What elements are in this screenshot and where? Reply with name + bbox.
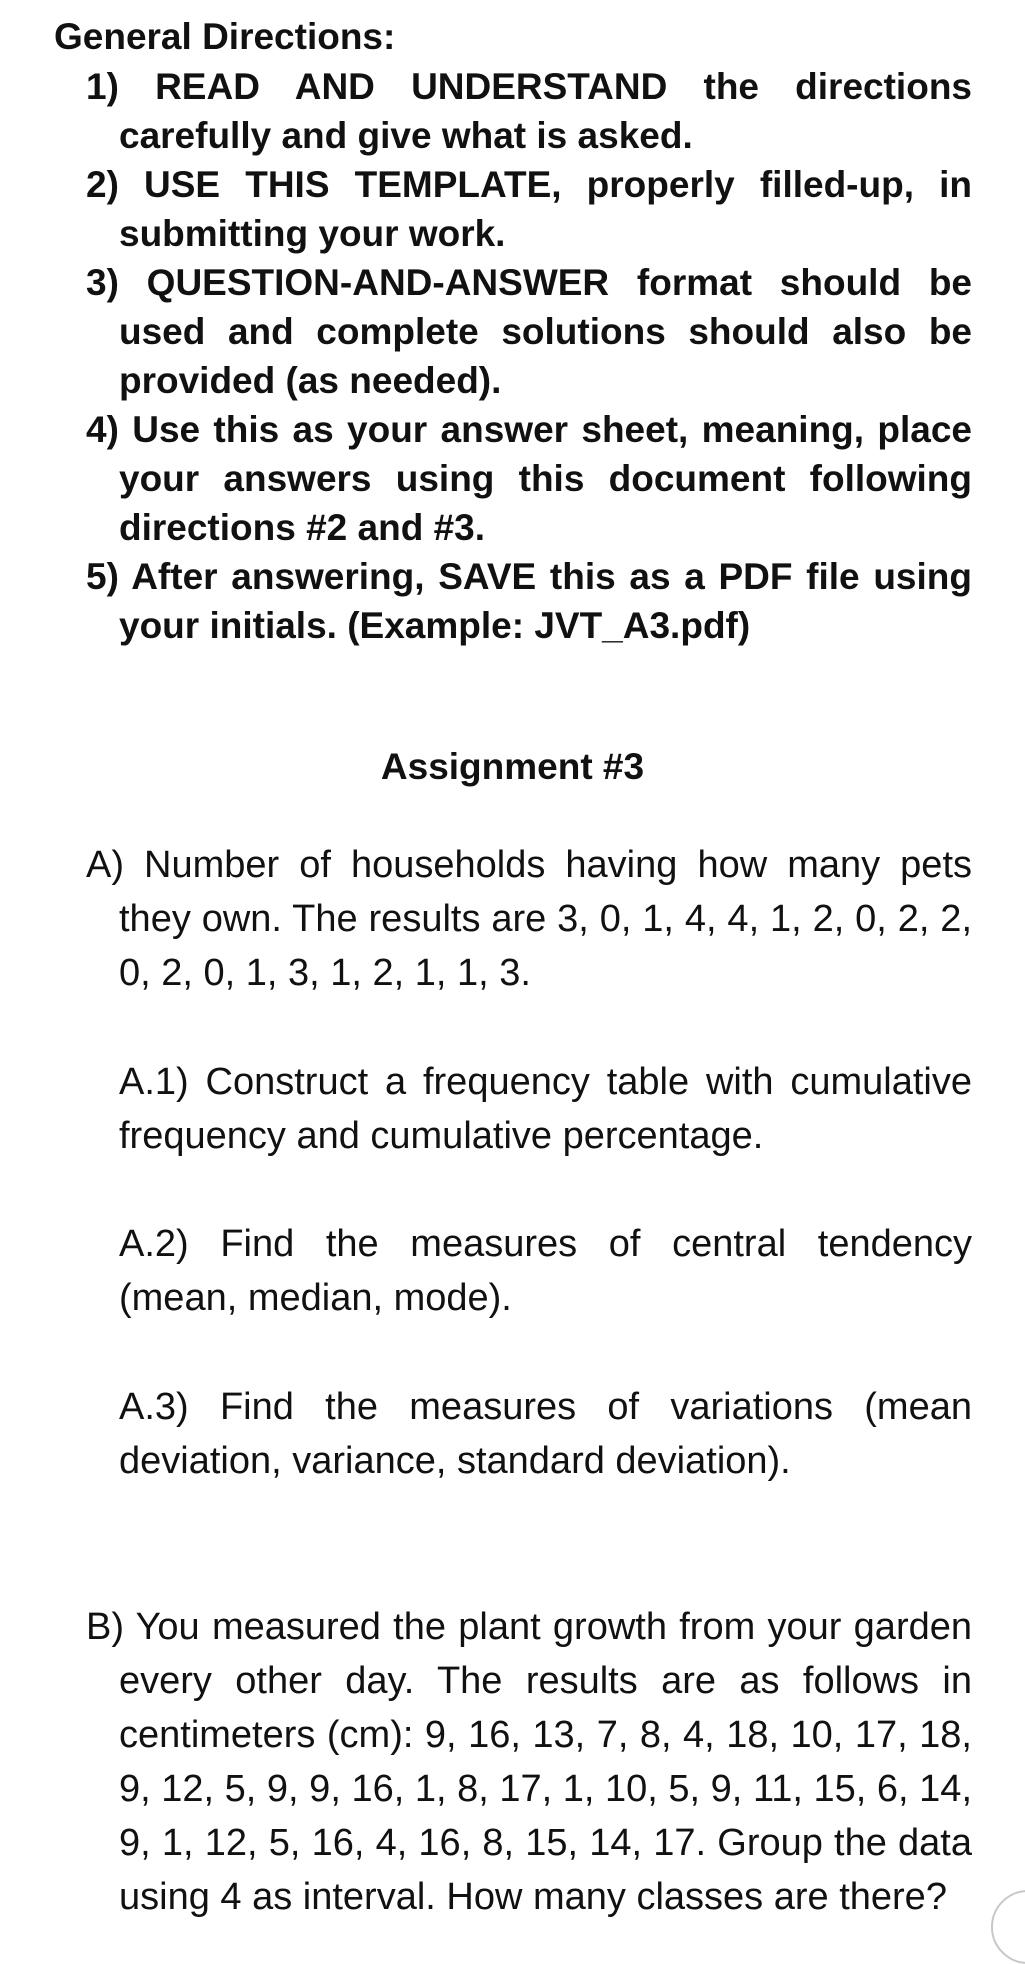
direction-item-5: 5) After answering, SAVE this as a PDF file using your initials. (Example: JVT_A3.pdf): [86, 556, 972, 646]
question-a3: A.3) Find the measures of variations (mean deviation, variance, standard deviation).: [119, 1386, 972, 1482]
question-a-prompt: A) Number of households having how many pets they own. The results are 3, 0, 1, 4, 4, 1, 2, 0, 2, 2, 0, 2, 0, 1, 3, 1, 2, 1, 1, 3.: [86, 844, 972, 994]
page-corner-circle: [991, 1890, 1025, 1964]
direction-item-4: 4) Use this as your answer sheet, meaning, place your answers using this document following directions #2 and #3.: [86, 409, 972, 548]
directions-list: [86, 62, 972, 650]
question-a2: A.2) Find the measures of central tendency (mean, median, mode).: [119, 1223, 972, 1319]
question-b-prompt: B) You measured the plant growth from your garden every other day. The results are as follows in centimeters (cm): 9, 16, 13, 7, 8, 4, 18, 10, 17, 18, 9, 12, 5, 9, 9, 16, 1, 8, 17, 1, 10, 5, 9, 11, 15, 6, 14, 9, 1, 12, 5, 16, 4, 16, 8, 15, 14, 17. Group the data using 4 as interval. How many classes are there?: [86, 1606, 972, 1918]
direction-item-1: 1) READ AND UNDERSTAND the directions carefully and give what is asked.: [86, 66, 972, 156]
direction-item-3: 3) QUESTION-AND-ANSWER format should be used and complete solutions should also be provided (as needed).: [86, 262, 972, 401]
direction-item-2: 2) USE THIS TEMPLATE, properly filled-up, in submitting your work.: [86, 164, 972, 254]
assignment-title: Assignment #3: [380, 746, 645, 787]
question-a1: A.1) Construct a frequency table with cumulative frequency and cumulative percentage.: [119, 1061, 972, 1157]
general-directions-heading: General Directions:: [54, 16, 396, 57]
